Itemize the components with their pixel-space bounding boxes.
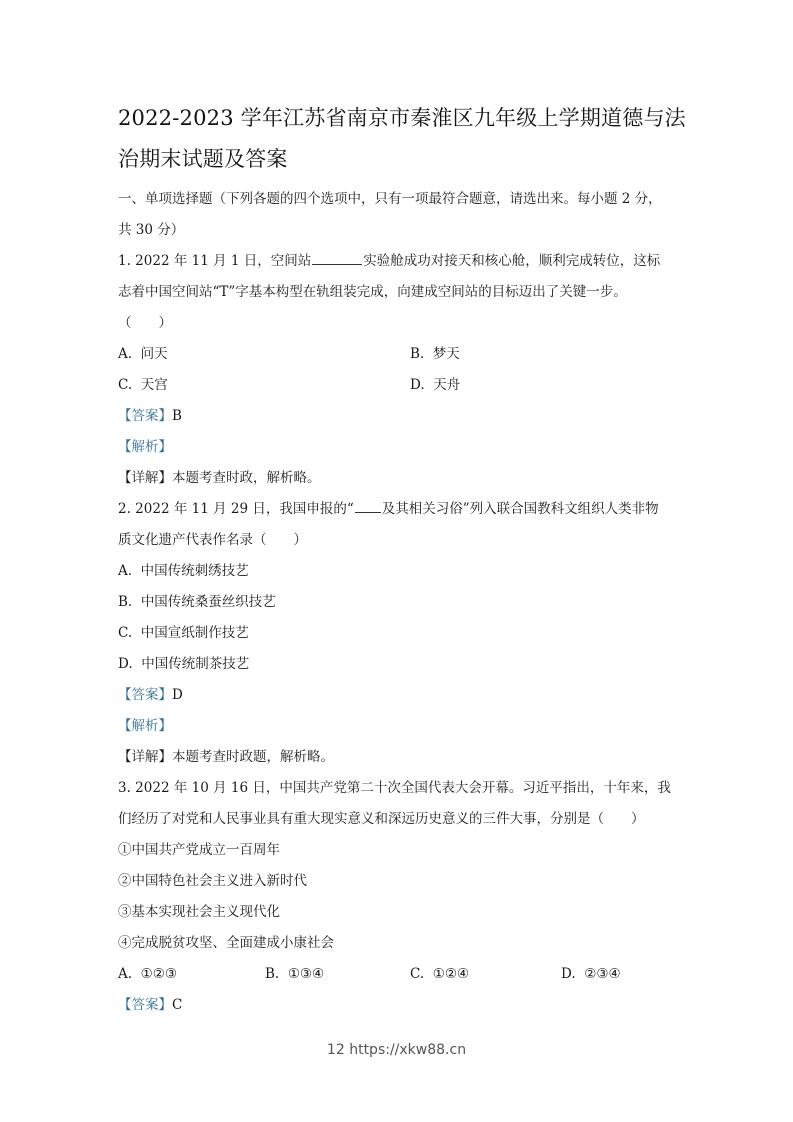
option-label: C.	[410, 966, 425, 982]
question-2-stem-line-1	[118, 503, 659, 517]
answer-value: D	[172, 687, 183, 703]
option-text: 中国宣纸制作技艺	[140, 625, 249, 641]
question-3-option-b	[265, 968, 324, 982]
option-label: A.	[118, 346, 133, 362]
question-3-option-d	[561, 968, 621, 982]
question-3-item-1: ①中国共产党成立一百周年	[118, 842, 280, 858]
question-3-option-c	[410, 968, 469, 982]
answer-value: B	[172, 408, 182, 424]
page-number: 12	[326, 1042, 345, 1058]
question-1-detail	[118, 472, 321, 486]
document-title-line-1: 2022-2023 学年江苏省南京市秦淮区九年级上学期道德与法	[118, 106, 686, 130]
answer-value: C	[172, 997, 183, 1013]
answer-tag: 【答案】	[118, 997, 172, 1013]
question-2-option-d	[118, 658, 249, 672]
option-text: 中国传统刺绣技艺	[140, 563, 249, 579]
question-3-answer	[118, 999, 182, 1013]
question-1-blank	[312, 263, 362, 265]
question-2-detail	[118, 751, 334, 765]
question-1-stem-line-1	[118, 255, 660, 269]
question-3-stem-line-2: 们经历了对党和人民事业具有重大现实意义和深远历史意义的三件大事，分别是（ ）	[118, 811, 645, 827]
question-2-stem-part-1: 2. 2022 年 11 月 29 日，我国申报的“	[118, 501, 354, 517]
option-label: C.	[118, 625, 133, 641]
detail-tag: 【详解】	[118, 470, 172, 486]
option-label: A.	[118, 563, 133, 579]
option-label: B.	[118, 594, 133, 610]
option-text: ①②③	[140, 966, 177, 982]
answer-tag: 【答案】	[118, 408, 172, 424]
question-2-option-c	[118, 627, 249, 641]
option-text: 问天	[140, 346, 168, 362]
question-1-stem-part-1: 1. 2022 年 11 月 1 日，空间站	[118, 253, 312, 269]
footer-url[interactable]: https://xkw88.cn	[349, 1042, 467, 1058]
option-label: D.	[410, 377, 425, 393]
question-1-option-a	[118, 348, 168, 362]
analysis-tag: 【解析】	[118, 718, 172, 734]
question-1-stem-line-2: 志着中国空间站“T”字基本构型在轨组装完成，向建成空间站的目标迈出了关键一步。	[118, 284, 627, 300]
option-text: 中国传统桑蚕丝织技艺	[140, 594, 276, 610]
option-text: 梦天	[432, 346, 460, 362]
question-1-option-b	[410, 348, 460, 362]
question-2-option-b	[118, 596, 276, 610]
question-3-item-4: ④完成脱贫攻坚、全面建成小康社会	[118, 935, 334, 951]
option-text: 中国传统制茶技艺	[141, 656, 250, 672]
option-text: ①③④	[287, 966, 325, 982]
question-2-answer	[118, 689, 183, 703]
option-label: B.	[410, 346, 425, 362]
option-text: ①②④	[432, 966, 470, 982]
section-heading-line-1: 一、单项选择题（下列各题的四个选项中，只有一项最符合题意，请选出来。每小题 2 分，	[118, 191, 662, 207]
option-label: C.	[118, 377, 133, 393]
detail-text: 本题考查时政，解析略。	[172, 470, 321, 486]
question-1-option-d	[410, 379, 460, 393]
question-2-analysis-tag	[118, 720, 172, 734]
question-2-stem-part-2: 及其相关习俗”列入联合国教科文组织人类非物	[381, 501, 659, 517]
question-3-item-3: ③基本实现社会主义现代化	[118, 904, 280, 920]
detail-tag: 【详解】	[118, 749, 172, 765]
option-text: ②③④	[584, 966, 621, 982]
option-text: 天舟	[433, 377, 461, 393]
question-2-blank	[355, 511, 381, 513]
detail-text: 本题考查时政题，解析略。	[172, 749, 334, 765]
question-3-stem-line-1: 3. 2022 年 10 月 16 日，中国共产党第二十次全国代表大会开幕。习近平指出，十年来，我	[118, 780, 671, 796]
answer-tag: 【答案】	[118, 687, 172, 703]
option-label: A.	[118, 966, 133, 982]
question-1-stem-part-2: 实验舱成功对接天和核心舱，顺利完成转位，这标	[363, 253, 661, 269]
question-1-option-c	[118, 379, 168, 393]
option-text: 天宫	[140, 377, 168, 393]
option-label: D.	[118, 656, 133, 672]
analysis-tag: 【解析】	[118, 439, 172, 455]
section-heading-line-2: 共 30 分）	[118, 222, 185, 238]
question-2-option-a	[118, 565, 249, 579]
page-footer	[0, 1042, 793, 1058]
question-1-answer	[118, 410, 182, 424]
option-label: B.	[265, 966, 280, 982]
option-label: D.	[561, 966, 576, 982]
question-3-option-a	[118, 968, 177, 982]
question-1-paren: （ ）	[118, 315, 172, 331]
question-1-analysis-tag	[118, 441, 172, 455]
document-title-line-2: 治期末试题及答案	[118, 147, 288, 171]
question-3-item-2: ②中国特色社会主义进入新时代	[118, 873, 307, 889]
question-2-stem-line-2: 质文化遗产代表作名录（ ）	[118, 532, 307, 548]
